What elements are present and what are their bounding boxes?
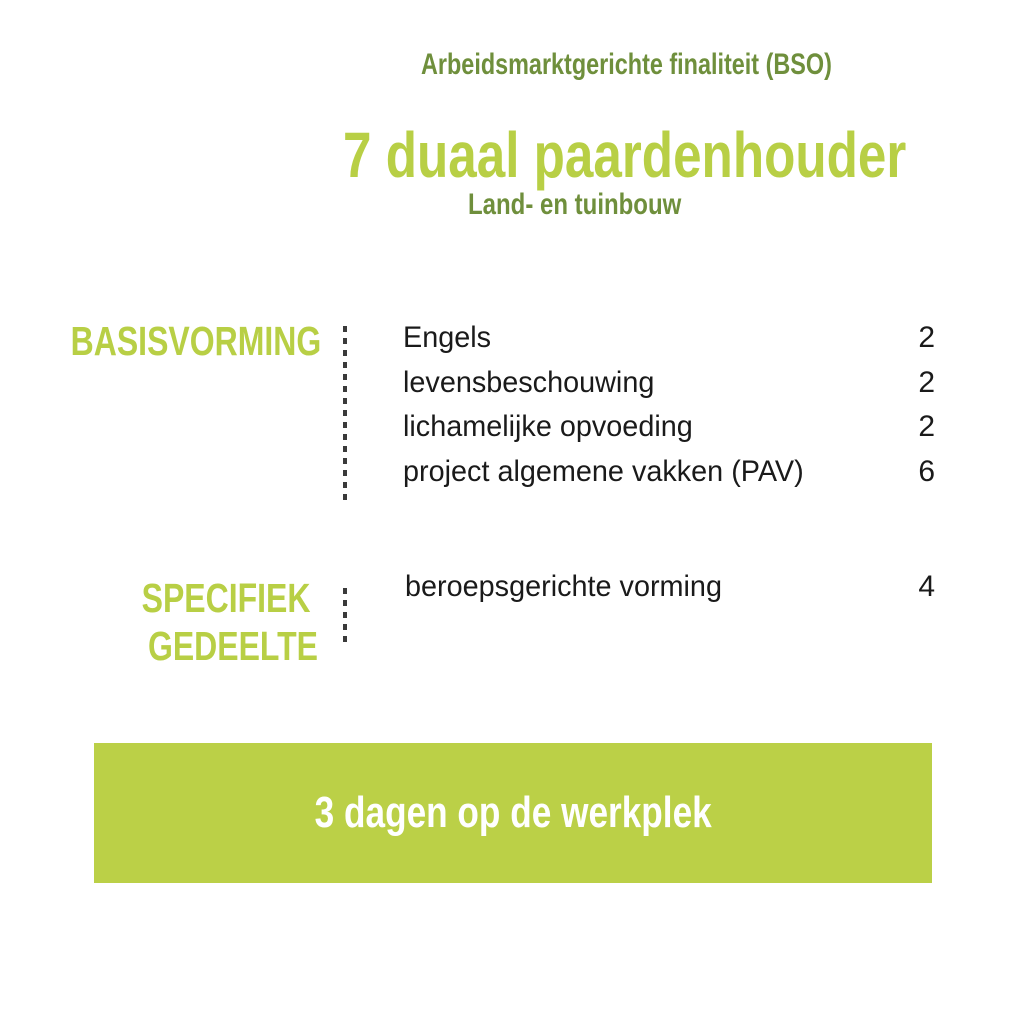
course-name: levensbeschouwing [403,365,655,399]
page-title: 7 duaal paardenhouder [343,119,907,191]
course-hours: 2 [918,365,935,399]
course-name: beroepsgerichte vorming [405,570,722,603]
specifiek-course-list [405,567,935,612]
basisvorming-label: BASISVORMING [70,318,321,364]
course-row [403,318,935,363]
werkplek-banner [94,743,932,883]
basisvorming-course-list [403,318,935,496]
course-hours: 2 [918,321,935,354]
course-hours: 6 [918,454,935,488]
werkplek-banner-text: 3 dagen op de werkplek [314,788,712,837]
course-hours: 2 [918,410,935,443]
basisvorming-dotted-divider [343,326,347,502]
study-area-subtitle: Land- en tuinbouw [468,188,682,221]
course-row [405,567,935,612]
course-name: Engels [403,321,492,354]
course-name: project algemene vakken (PAV) [403,454,804,488]
specifiek-label-line1: SPECIFIEK [141,575,310,621]
specifiek-label-line2: GEDEELTE [148,623,318,669]
course-row [403,452,935,497]
course-hours: 4 [918,570,935,603]
specifiek-dotted-divider [343,588,347,648]
course-row [403,407,935,452]
course-row [403,363,935,408]
finaliteit-heading: Arbeidsmarktgerichte finaliteit (BSO) [421,48,832,81]
course-name: lichamelijke opvoeding [403,410,693,443]
